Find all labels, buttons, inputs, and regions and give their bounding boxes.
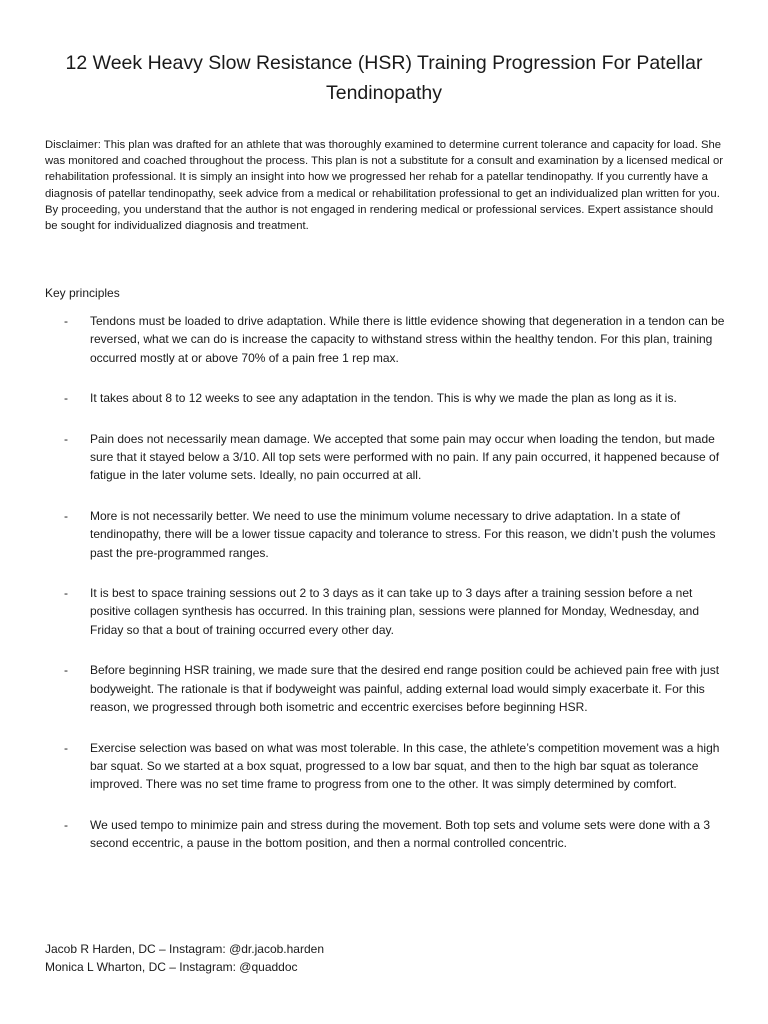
principle-text: It takes about 8 to 12 weeks to see any adaptation in the tendon. This is why we made the plan as long as it is. — [90, 391, 677, 406]
bullet-dash: - — [64, 817, 68, 832]
bullet-dash: - — [64, 391, 68, 406]
principle-text: We used tempo to minimize pain and stress during the movement. Both top sets and volume sets were done with a 3 second eccentric, a pause in the bottom position, and then a normal controlled concentric. — [90, 817, 711, 851]
bullet-dash: - — [64, 431, 68, 446]
author-line: Monica L Wharton, DC – Instagram: @quaddoc — [45, 960, 298, 974]
author-line: Jacob R Harden, DC – Instagram: @dr.jacob.harden — [45, 942, 324, 956]
principle-item — [45, 312, 725, 367]
principle-item — [45, 389, 725, 407]
document-title: 12 Week Heavy Slow Resistance (HSR) Training Progression For Patellar Tendinopathy — [65, 52, 703, 104]
author-credits — [45, 940, 324, 976]
bullet-dash: - — [64, 586, 68, 601]
principle-text: Pain does not necessarily mean damage. We accepted that some pain may occur when loading the tendon, but made sure that it stayed below a 3/10. All top sets were performed with no pain. If any pain occurred, it happened because of fatigue in the later volume sets. Ideally, no pain occurred at all. — [90, 431, 720, 483]
principle-text: Exercise selection was based on what was most tolerable. In this case, the athlete’s competition movement was a high bar squat. So we started at a box squat, progressed to a low bar squat, and then to the high bar squat as tolerance improved. There was no set time frame to progress from one to the other. It was simply determined by comfort. — [90, 740, 720, 792]
principle-text: Tendons must be loaded to drive adaptation. While there is little evidence showing that degeneration in a tendon can be reversed, what we can do is increase the capacity to withstand stress within the healthy tendon. For this plan, training occurred mostly at or above 70% of a pain free 1 rep max. — [90, 314, 725, 365]
bullet-dash: - — [64, 663, 68, 678]
key-principles-heading: Key principles — [45, 286, 120, 300]
key-principles-list — [45, 312, 725, 875]
bullet-dash: - — [64, 314, 68, 328]
principle-item — [45, 507, 725, 562]
disclaimer-paragraph: Disclaimer: This plan was drafted for an athlete that was thoroughly examined to determine current tolerance and capacity for load. She was monitored and coached throughout the process. This plan is not a substitute for a consult and examination by a licensed medical or rehabilitation professional. It is simply an insight into how we progressed her rehab for a patellar tendinopathy. If you currently have a diagnosis of patellar tendinopathy, seek advice from a medical or rehabilitation professional to get an individualized plan written for you. By proceeding, you understand that the author is not engaged in rendering medical or professional services. Expert assistance should be sought for individualized diagnosis and treatment. — [45, 139, 724, 233]
principle-item — [45, 661, 725, 716]
principle-item — [45, 816, 725, 853]
principle-text: More is not necessarily better. We need to use the minimum volume necessary to drive adaptation. In a state of tendinopathy, there will be a lower tissue capacity and tolerance to stress. For this reason, we didn’t push the volumes past the pre-programmed ranges. — [90, 508, 716, 560]
principle-item — [45, 430, 725, 485]
principle-item — [45, 584, 725, 639]
principle-text: It is best to space training sessions out 2 to 3 days as it can take up to 3 days after a training session before a net positive collagen synthesis has occurred. In this training plan, sessions were planned for Monday, Wednesday, and Friday so that a bout of training occurred every other day. — [90, 586, 700, 637]
bullet-dash: - — [64, 740, 68, 755]
principle-text: Before beginning HSR training, we made sure that the desired end range position could be achieved pain free with just bodyweight. The rationale is that if bodyweight was painful, adding external load would simply exacerbate it. For this reason, we progressed through both isometric and eccentric exercises before beginning HSR. — [90, 663, 720, 715]
principle-item — [45, 739, 725, 794]
bullet-dash: - — [64, 508, 68, 523]
